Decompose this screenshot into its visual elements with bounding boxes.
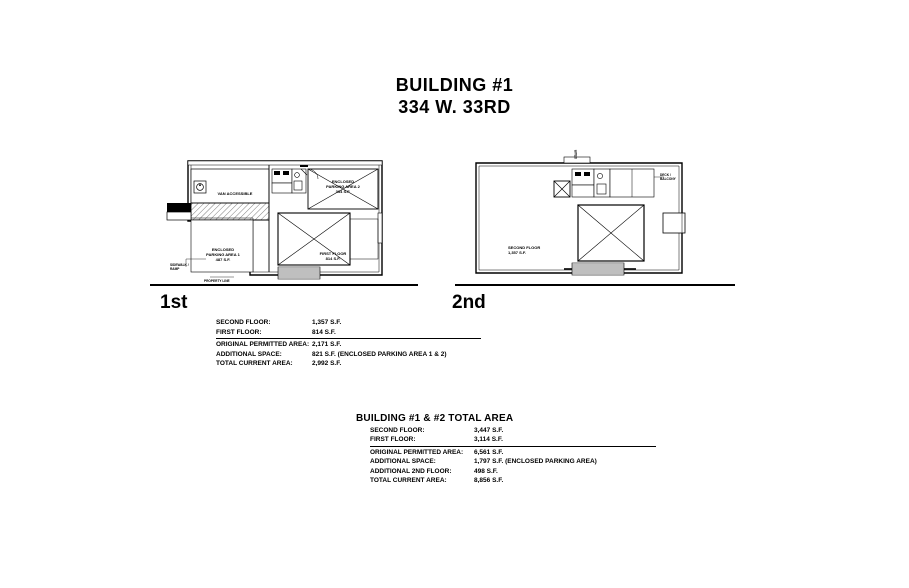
- area-label: SECOND FLOOR:: [216, 319, 271, 326]
- table-row: [216, 359, 481, 369]
- floor-label-2nd: 2nd: [452, 292, 486, 313]
- area-label: TOTAL CURRENT AREA:: [216, 360, 293, 367]
- table-row: [370, 457, 656, 467]
- table-row: [216, 328, 481, 338]
- area-label: SECOND FLOOR:: [370, 426, 425, 434]
- annotation-enclosed-parking-2: ENCLOSED PARKING AREA 2 334 S.F.: [326, 179, 360, 194]
- annotation-van-accessible: VAN ACCESSIBLE: [217, 191, 253, 196]
- area-value: 821 S.F. (ENCLOSED PARKING AREA 1 & 2): [312, 350, 447, 358]
- floor-plan-1st: [150, 155, 400, 285]
- table-row: [370, 467, 656, 477]
- annotation-deck-balcony: DECK / BALCONY: [660, 173, 676, 181]
- annotation-first-floor-area: FIRST FLOOR 814 S.F.: [319, 251, 347, 261]
- area-label: ADDITIONAL SPACE:: [216, 350, 282, 358]
- table-row: [370, 446, 656, 458]
- area-value: 814 S.F.: [312, 328, 336, 336]
- area-value: 1,357 S.F.: [312, 319, 342, 326]
- area-label: ADDITIONAL SPACE:: [370, 458, 436, 465]
- page-title: BUILDING #1: [395, 75, 514, 95]
- annotation-property-line: PROPERTY LINE: [204, 279, 230, 283]
- building1-area-table: [216, 318, 481, 369]
- page-subtitle: 334 W. 33RD: [398, 97, 511, 117]
- ground-line-1st: [150, 284, 418, 286]
- area-value: 2,992 S.F.: [312, 360, 342, 367]
- table-row: [216, 318, 481, 328]
- ground-line-2nd: [455, 284, 735, 286]
- table-row: [370, 476, 656, 486]
- annotation-enclosed-parking-1: ENCLOSED PARKING AREA 1 487 S.F.: [206, 247, 240, 262]
- area-value: 2,171 S.F.: [312, 341, 342, 348]
- annotation-stair: STAIR: [574, 149, 578, 159]
- area-value: 6,561 S.F.: [474, 448, 504, 456]
- area-label: FIRST FLOOR:: [370, 436, 416, 443]
- area-value: 1,797 S.F. (ENCLOSED PARKING AREA): [474, 458, 597, 465]
- total-area-heading: BUILDING #1 & #2 TOTAL AREA: [356, 413, 514, 424]
- total-area-table: [356, 414, 656, 486]
- area-label: ADDITIONAL 2ND FLOOR:: [370, 467, 452, 475]
- area-label: ORIGINAL PERMITTED AREA:: [370, 448, 464, 456]
- annotation-sidewalk-ramp: SIDEWALK / RAMP: [170, 263, 189, 271]
- area-label: TOTAL CURRENT AREA:: [370, 477, 447, 484]
- area-value: 3,114 S.F.: [474, 436, 503, 443]
- floor-label-1st: 1st: [160, 292, 188, 313]
- area-label: FIRST FLOOR:: [216, 328, 262, 336]
- floor-plan-2nd: [468, 149, 703, 280]
- area-value: 8,856 S.F.: [474, 477, 504, 484]
- table-row: [216, 338, 481, 350]
- table-row: [370, 426, 656, 436]
- area-value: 498 S.F.: [474, 467, 498, 475]
- area-value: 3,447 S.F.: [474, 426, 504, 434]
- table-row: [216, 350, 481, 360]
- area-label: ORIGINAL PERMITTED AREA:: [216, 341, 310, 348]
- title-block: [0, 74, 909, 118]
- annotation-second-floor-area: SECOND FLOOR 1,357 S.F.: [508, 245, 541, 255]
- table-row: [370, 435, 656, 445]
